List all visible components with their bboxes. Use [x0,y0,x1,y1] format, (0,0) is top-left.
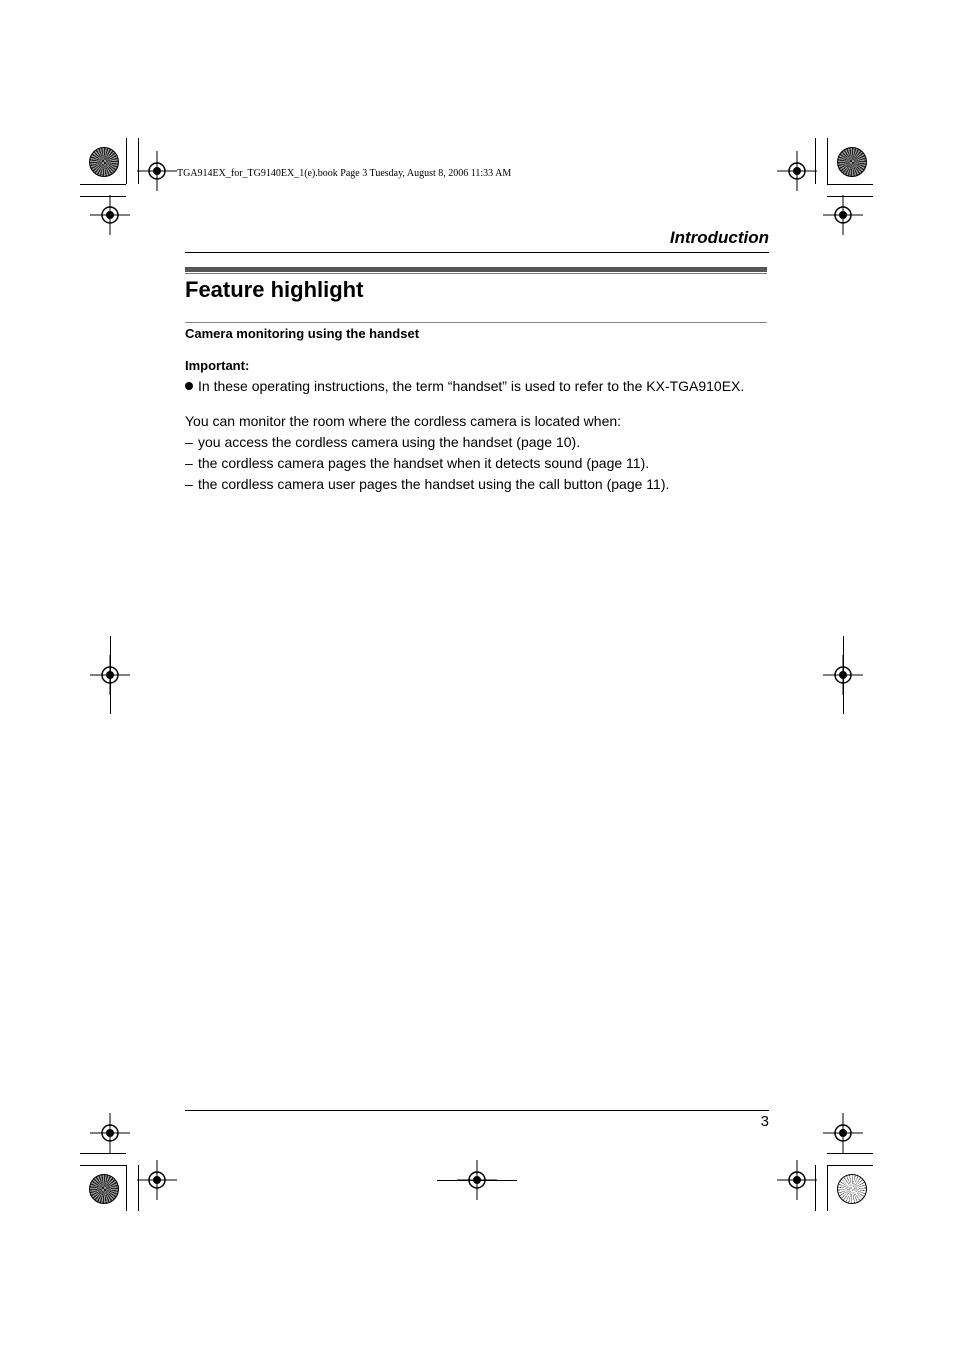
crop-mark [827,1153,873,1154]
crop-mark [827,184,873,185]
page-number: 3 [760,1113,769,1130]
page-title: Feature highlight [185,277,364,302]
crop-mark [827,1165,873,1166]
bullet-icon [185,382,193,390]
list-item-text: you access the cordless camera using the handset (page 10). [198,434,581,450]
section-header: Introduction [669,228,769,247]
dash-mark: – [185,476,193,492]
title-bar [185,267,767,272]
header-rule [185,252,769,253]
printer-slug: TGA914EX_for_TG9140EX_1(e).book Page 3 Tuesday, August 8, 2006 11:33 AM [177,168,512,179]
color-rosette-icon [89,147,119,177]
intro-text: You can monitor the room where the cordless camera is located when: [185,413,622,429]
footer-rule [185,1110,769,1111]
registration-mark-icon [777,1160,817,1200]
registration-mark-icon [90,1113,130,1153]
color-rosette-icon [89,1174,119,1204]
title-bar-underline [185,273,767,274]
color-rosette-icon [837,1174,867,1204]
crop-mark [80,184,126,185]
list-item [185,476,669,492]
crop-mark [126,1165,127,1211]
registration-mark-icon [823,1113,863,1153]
list-item [185,434,580,450]
important-bullet-text: In these operating instructions, the term “handset” is used to refer to the KX-TGA910EX. [198,378,745,394]
crop-mark [80,1165,126,1166]
crop-mark [126,138,127,184]
registration-mark-icon [823,195,863,235]
dash-mark: – [185,455,193,471]
registration-mark-icon [90,195,130,235]
crop-mark [827,1165,828,1211]
registration-mark-icon [137,1160,177,1200]
dash-mark: – [185,434,193,450]
subheading-rule [185,322,767,323]
crop-mark [110,636,111,714]
important-bullet [185,378,744,394]
registration-mark-icon [777,151,817,191]
crop-mark [843,636,844,714]
list-item [185,455,649,471]
crop-mark [80,1153,126,1154]
crop-mark [437,1180,517,1181]
registration-mark-icon [137,151,177,191]
list-item-text: the cordless camera user pages the handset using the call button (page 11). [198,476,670,492]
color-rosette-icon [837,147,867,177]
list-item-text: the cordless camera pages the handset when it detects sound (page 11). [198,455,650,471]
crop-mark [827,138,828,184]
subheading: Camera monitoring using the handset [185,326,420,341]
important-label: Important: [185,358,250,373]
